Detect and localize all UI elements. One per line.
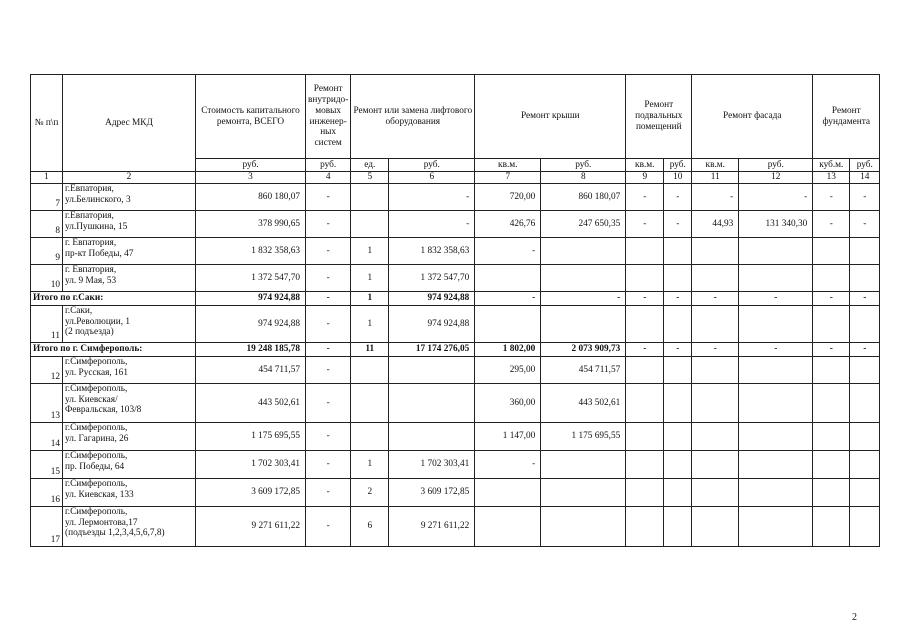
- address-cell: [63, 451, 196, 479]
- table-cell: [626, 423, 664, 451]
- table-cell: -: [626, 184, 664, 211]
- address-line: г.Симферополь,: [65, 451, 128, 461]
- table-row: [31, 423, 880, 451]
- table-cell: 974 924,88: [389, 306, 475, 343]
- table-cell: 247 650,35: [541, 211, 626, 238]
- table-cell: 9 271 611,22: [389, 507, 475, 547]
- table-cell: [813, 265, 850, 292]
- table-cell: [813, 451, 850, 479]
- address-line: ул. Лермонтова,17: [65, 517, 138, 528]
- table-cell: [739, 423, 813, 451]
- column-number-cell: 4: [306, 172, 351, 184]
- address-cell: [63, 211, 196, 238]
- table-cell: 1: [351, 451, 389, 479]
- table-cell: [813, 479, 850, 507]
- address-cell: [63, 184, 196, 211]
- column-number-cell: 13: [813, 172, 850, 184]
- unit-cell: кв.м.: [692, 159, 739, 172]
- address-cell: [63, 265, 196, 292]
- table-cell: 378 990,65: [196, 211, 306, 238]
- table-cell: -: [389, 184, 475, 211]
- unit-cell: куб.м.: [813, 159, 850, 172]
- table-cell: 1 832 358,63: [389, 238, 475, 265]
- table-cell: -: [306, 357, 351, 384]
- address-line: Февральская, 103/8: [65, 405, 142, 416]
- table-cell: 1 372 547,70: [389, 265, 475, 292]
- header-total-cost: Стоимость капитального ремонта, ВСЕГО: [196, 75, 306, 159]
- table-cell: [813, 306, 850, 343]
- table-cell: -: [306, 423, 351, 451]
- address-cell: [63, 479, 196, 507]
- column-number-cell: 8: [541, 172, 626, 184]
- table-cell: [541, 451, 626, 479]
- header-foundation: Ремонт фундамента: [813, 75, 880, 159]
- table-cell: -: [306, 507, 351, 547]
- table-cell: [850, 384, 880, 423]
- table-cell: [626, 507, 664, 547]
- unit-cell: ед.: [351, 159, 389, 172]
- table-cell: [626, 357, 664, 384]
- table-row: [31, 507, 880, 547]
- table-cell: [475, 306, 541, 343]
- table-cell: 1 832 358,63: [196, 238, 306, 265]
- address-cell: [63, 384, 196, 423]
- subtotal-cell: -: [664, 343, 692, 357]
- address-line: пр-кт Победы, 47: [65, 248, 134, 259]
- address-line: г.Евпатория,: [65, 184, 114, 194]
- table-cell: [351, 184, 389, 211]
- table-cell: [475, 265, 541, 292]
- table-cell: 720,00: [475, 184, 541, 211]
- table-cell: [850, 238, 880, 265]
- capital-repair-table-container: [30, 74, 880, 547]
- table-cell: 443 502,61: [541, 384, 626, 423]
- header-internal-systems: Ремонт внутридо-мовых инженер-ных систем: [306, 75, 351, 159]
- address-line: ул. Русская, 161: [65, 367, 128, 378]
- column-number-cell: 12: [739, 172, 813, 184]
- subtotal-cell: -: [475, 292, 541, 306]
- row-number: 8: [31, 211, 63, 238]
- table-cell: -: [475, 238, 541, 265]
- address-line: ул. Гагарина, 26: [65, 433, 129, 444]
- address-line: г.Симферополь,: [65, 423, 128, 433]
- table-cell: [692, 265, 739, 292]
- table-cell: -: [739, 184, 813, 211]
- table-cell: [541, 238, 626, 265]
- subtotal-cell: -: [739, 343, 813, 357]
- table-cell: [692, 507, 739, 547]
- table-cell: 6: [351, 507, 389, 547]
- table-cell: [850, 507, 880, 547]
- address-line: г.Евпатория,: [65, 211, 114, 221]
- table-row: [31, 306, 880, 343]
- unit-cell: руб.: [196, 159, 306, 172]
- header-number: № п\п: [31, 75, 63, 172]
- table-cell: [626, 384, 664, 423]
- table-cell: -: [475, 451, 541, 479]
- table-cell: [664, 306, 692, 343]
- table-cell: [813, 507, 850, 547]
- address-cell: [63, 238, 196, 265]
- table-body: [31, 184, 880, 547]
- subtotal-cell: -: [692, 292, 739, 306]
- address-line: г.Симферополь,: [65, 357, 128, 367]
- subtotal-cell: -: [850, 292, 880, 306]
- subtotal-row: [31, 343, 880, 357]
- table-cell: [626, 451, 664, 479]
- unit-cell: руб.: [306, 159, 351, 172]
- row-number: 10: [31, 265, 63, 292]
- address-line: пр. Победы, 64: [65, 461, 125, 472]
- table-cell: [692, 423, 739, 451]
- table-cell: [351, 384, 389, 423]
- table-cell: [664, 479, 692, 507]
- table-cell: 295,00: [475, 357, 541, 384]
- table-cell: -: [664, 184, 692, 211]
- column-number-cell: 3: [196, 172, 306, 184]
- table-cell: -: [813, 211, 850, 238]
- table-cell: [739, 479, 813, 507]
- unit-cell: руб.: [850, 159, 880, 172]
- column-number-cell: 2: [63, 172, 196, 184]
- subtotal-cell: 11: [351, 343, 389, 357]
- table-cell: 860 180,07: [196, 184, 306, 211]
- table-cell: -: [306, 184, 351, 211]
- table-cell: [850, 451, 880, 479]
- table-cell: [351, 423, 389, 451]
- table-cell: -: [306, 384, 351, 423]
- table-cell: [739, 451, 813, 479]
- table-cell: [850, 306, 880, 343]
- table-cell: [389, 423, 475, 451]
- table-cell: 3 609 172,85: [389, 479, 475, 507]
- subtotal-cell: -: [850, 343, 880, 357]
- unit-cell: кв.м.: [626, 159, 664, 172]
- table-cell: [389, 357, 475, 384]
- row-number: 9: [31, 238, 63, 265]
- table-cell: 44,93: [692, 211, 739, 238]
- table-cell: [475, 479, 541, 507]
- table-cell: -: [306, 306, 351, 343]
- unit-cell: руб.: [541, 159, 626, 172]
- table-cell: 1 372 547,70: [196, 265, 306, 292]
- table-row: [31, 479, 880, 507]
- subtotal-cell: -: [541, 292, 626, 306]
- address-cell: [63, 306, 196, 343]
- address-line: (подъезды 1,2,3,4,5,6,7,8): [65, 528, 165, 539]
- table-cell: [739, 238, 813, 265]
- table-cell: 3 609 172,85: [196, 479, 306, 507]
- table-cell: 443 502,61: [196, 384, 306, 423]
- table-cell: [692, 306, 739, 343]
- row-number: 17: [31, 507, 63, 547]
- subtotal-cell: 17 174 276,05: [389, 343, 475, 357]
- table-cell: [541, 265, 626, 292]
- subtotal-cell: -: [306, 292, 351, 306]
- address-line: ул. Киевская, 133: [65, 489, 134, 500]
- table-cell: 1: [351, 238, 389, 265]
- table-cell: 454 711,57: [196, 357, 306, 384]
- subtotal-cell: -: [664, 292, 692, 306]
- table-cell: -: [306, 238, 351, 265]
- table-cell: [541, 507, 626, 547]
- table-cell: -: [306, 451, 351, 479]
- address-line: г.Симферополь,: [65, 507, 128, 517]
- table-cell: 426,76: [475, 211, 541, 238]
- row-number: 13: [31, 384, 63, 423]
- table-cell: 1 175 695,55: [541, 423, 626, 451]
- capital-repair-table: [30, 74, 880, 547]
- subtotal-cell: -: [739, 292, 813, 306]
- table-cell: 1 175 695,55: [196, 423, 306, 451]
- table-cell: -: [306, 479, 351, 507]
- subtotal-label: Итого по г.Саки:: [31, 292, 196, 306]
- table-cell: [664, 423, 692, 451]
- table-row: [31, 357, 880, 384]
- column-number-cell: 11: [692, 172, 739, 184]
- row-number: 12: [31, 357, 63, 384]
- table-cell: [692, 451, 739, 479]
- table-cell: -: [692, 184, 739, 211]
- table-cell: [351, 211, 389, 238]
- table-row: [31, 265, 880, 292]
- column-number-cell: 9: [626, 172, 664, 184]
- table-cell: [351, 357, 389, 384]
- table-cell: 2: [351, 479, 389, 507]
- subtotal-row: [31, 292, 880, 306]
- table-cell: [664, 265, 692, 292]
- table-cell: [850, 357, 880, 384]
- column-number-cell: 1: [31, 172, 63, 184]
- subtotal-cell: -: [813, 343, 850, 357]
- address-line: г. Евпатория,: [65, 265, 117, 275]
- table-cell: -: [850, 184, 880, 211]
- column-number-cell: 10: [664, 172, 692, 184]
- table-cell: [541, 479, 626, 507]
- table-cell: [813, 238, 850, 265]
- unit-cell: руб.: [664, 159, 692, 172]
- address-line: (2 подъезда): [65, 327, 114, 338]
- subtotal-cell: 19 248 185,78: [196, 343, 306, 357]
- unit-cell: руб.: [739, 159, 813, 172]
- table-cell: 9 271 611,22: [196, 507, 306, 547]
- row-number: 15: [31, 451, 63, 479]
- column-number-cell: 7: [475, 172, 541, 184]
- table-cell: 1: [351, 306, 389, 343]
- table-cell: -: [306, 211, 351, 238]
- subtotal-cell: 1: [351, 292, 389, 306]
- table-cell: -: [813, 184, 850, 211]
- header-lift: Ремонт или замена лифтового оборудования: [351, 75, 475, 159]
- table-cell: -: [664, 211, 692, 238]
- subtotal-cell: 974 924,88: [389, 292, 475, 306]
- address-line: ул.Революции, 1: [65, 316, 131, 327]
- table-cell: 1 147,00: [475, 423, 541, 451]
- subtotal-cell: -: [626, 343, 664, 357]
- table-cell: [813, 423, 850, 451]
- subtotal-cell: -: [813, 292, 850, 306]
- table-cell: [389, 384, 475, 423]
- table-cell: [850, 479, 880, 507]
- table-cell: [475, 507, 541, 547]
- table-cell: 1 702 303,41: [389, 451, 475, 479]
- address-line: г. Евпатория,: [65, 238, 117, 248]
- table-cell: 454 711,57: [541, 357, 626, 384]
- address-line: г.Симферополь,: [65, 479, 128, 489]
- table-cell: [664, 357, 692, 384]
- table-cell: 974 924,88: [196, 306, 306, 343]
- subtotal-cell: 2 073 909,73: [541, 343, 626, 357]
- address-line: г.Симферополь,: [65, 384, 128, 394]
- table-cell: [626, 306, 664, 343]
- table-cell: [692, 384, 739, 423]
- table-cell: [664, 238, 692, 265]
- table-cell: [692, 357, 739, 384]
- table-cell: [850, 423, 880, 451]
- header-basement: Ремонт подвальных помещений: [626, 75, 692, 159]
- table-cell: -: [306, 265, 351, 292]
- table-cell: -: [850, 211, 880, 238]
- column-number-cell: 14: [850, 172, 880, 184]
- unit-cell: руб.: [389, 159, 475, 172]
- header-row: [31, 75, 880, 159]
- subtotal-label: Итого по г. Симферополь:: [31, 343, 196, 357]
- table-cell: [664, 451, 692, 479]
- subtotal-cell: 1 802,00: [475, 343, 541, 357]
- table-cell: [813, 357, 850, 384]
- table-cell: 860 180,07: [541, 184, 626, 211]
- page-number: 2: [852, 612, 857, 623]
- subtotal-cell: -: [692, 343, 739, 357]
- row-number: 11: [31, 306, 63, 343]
- unit-cell: кв.м.: [475, 159, 541, 172]
- address-line: г.Саки,: [65, 306, 93, 316]
- table-cell: [692, 479, 739, 507]
- address-cell: [63, 507, 196, 547]
- table-cell: 131 340,30: [739, 211, 813, 238]
- header-facade: Ремонт фасада: [692, 75, 813, 159]
- table-row: [31, 384, 880, 423]
- row-number: 16: [31, 479, 63, 507]
- table-cell: [739, 306, 813, 343]
- header-address: Адрес МКД: [63, 75, 196, 172]
- header-roof: Ремонт крыши: [475, 75, 626, 159]
- table-row: [31, 211, 880, 238]
- table-cell: 1 702 303,41: [196, 451, 306, 479]
- column-numbers-row: [31, 172, 880, 184]
- subtotal-cell: -: [306, 343, 351, 357]
- table-cell: [541, 306, 626, 343]
- table-cell: [664, 384, 692, 423]
- table-cell: -: [626, 211, 664, 238]
- column-number-cell: 5: [351, 172, 389, 184]
- table-cell: [739, 357, 813, 384]
- subtotal-cell: -: [626, 292, 664, 306]
- table-cell: [664, 507, 692, 547]
- table-cell: [626, 479, 664, 507]
- table-row: [31, 451, 880, 479]
- table-cell: [739, 384, 813, 423]
- subtotal-cell: 974 924,88: [196, 292, 306, 306]
- table-cell: -: [389, 211, 475, 238]
- table-cell: [813, 384, 850, 423]
- table-cell: [739, 507, 813, 547]
- address-line: ул.Пушкина, 15: [65, 221, 128, 232]
- table-row: [31, 238, 880, 265]
- address-cell: [63, 423, 196, 451]
- table-cell: [850, 265, 880, 292]
- table-row: [31, 184, 880, 211]
- address-cell: [63, 357, 196, 384]
- table-cell: [739, 265, 813, 292]
- table-cell: 1: [351, 265, 389, 292]
- address-line: ул.Белинского, 3: [65, 194, 131, 205]
- table-cell: [626, 265, 664, 292]
- table-cell: [692, 238, 739, 265]
- address-line: ул. Киевская/: [65, 394, 118, 405]
- column-number-cell: 6: [389, 172, 475, 184]
- row-number: 14: [31, 423, 63, 451]
- table-cell: [626, 238, 664, 265]
- row-number: 7: [31, 184, 63, 211]
- table-cell: 360,00: [475, 384, 541, 423]
- address-line: ул. 9 Мая, 53: [65, 275, 117, 286]
